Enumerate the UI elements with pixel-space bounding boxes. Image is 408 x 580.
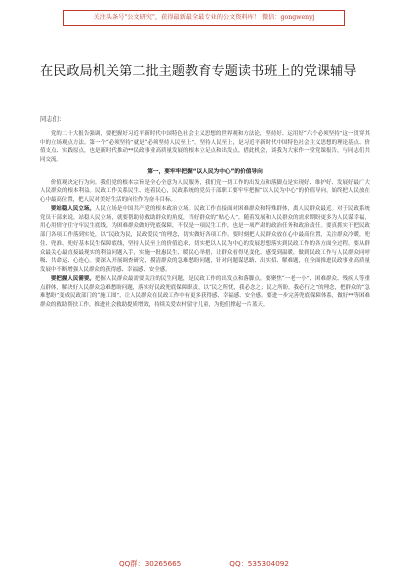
contact-footer bbox=[0, 554, 408, 574]
greeting: 同志们： bbox=[40, 116, 66, 123]
paragraph-text: 把握人民群众最需要关注的民生问题，是民政工作的出发点和落脚点。要聚焦“一老一小”、困难群众、残疾人等重点群体，解决好人民群众急难愁盼问题，落实好民政兜底保障职责，以“民之所忧，我必念之；民之所盼，我必行之”的理念，把群众的“急难愁盼”变成民政部门的“施工图”，让人民群众在民政工作中有更多获得感、幸福感、安全感。要进一步完善兜底保障体系，做好**等困难群众的救助帮扶工作，推进社会救助提质增效，持续关爱农村留守儿童，为他们撑起一片蓝天。 bbox=[40, 276, 370, 309]
intro-paragraph: 党的二十大报告强调，要把握好习近平新时代中国特色社会主义思想的世界观和方法论，坚持好、运用好“六个必须坚持”这一贯穿其中的立场观点方法。第一个“必须坚持”就是“必须坚持人民至上”。坚持人民至上，是习近平新时代中国特色社会主义思想的理论基点、价值支点、实践原点，也是新时代推动**民政事业高质量发展的根本立足点和出发点。借此机会，谈我为大家作一堂党课报告，与同志们共同交流。 bbox=[40, 131, 370, 164]
qq-number: QQ：535304092 bbox=[229, 559, 289, 568]
paragraph-lead: 要站稳人民立场。 bbox=[50, 206, 95, 213]
section-heading: 第一，要牢牢把握“以人民为中心”的价值导向 bbox=[147, 168, 263, 175]
qq-group-number: QQ群：30265665 bbox=[119, 559, 182, 568]
body-paragraph bbox=[40, 275, 370, 310]
body-paragraph bbox=[40, 205, 370, 275]
body-paragraph: 价值观决定行为向。我们党的根本宗旨是全心全意为人民服务，我们党一切工作的出发点和落脚点是实现好、维护好、发展好最广大人民群众的根本利益。民政工作关系民生、连着民心，民政系统的党员干部职工要牢牢把握“以人民为中心”的价值导向，始终把人民放在心中最高位置，把人民对美好生活的向往作为奋斗目标。 bbox=[40, 179, 370, 203]
paragraph-lead: 要把握人民需要。 bbox=[50, 276, 95, 283]
promo-banner: 关注头条号"公文研究"，获得最新最全最专业的公文资料库！ 微信：gongwenyj bbox=[63, 10, 345, 26]
document-title: 在民政局机关第二批主题教育专题读书班上的党课辅导 bbox=[40, 64, 357, 79]
document-body bbox=[40, 130, 370, 310]
paragraph-text: 人民立场是中国共产党的根本政治立场。民政工作直接面对困难群众和特殊群体，离人民群众最近。对于民政系统党员干部来说，站稳人民立场，就要帮助待救助群众的角度，当好群众的“贴心人”。随着发展和人民群众的需求期盼更多为人民谋幸福，用心用情守住守牢民生底线，为困难群众做好兜底保障，不仅是一项民生工作，也是一项严肃的政治任务和政治责任。要真抓实干把民政部门各项工作落到实处，以“民政为民，民政爱民”的理念，切实做好各项工作。要时刻把人民群众放在心中最高位置，关注群众冷暖，兜住、兜准、兜好基本民生保障底线，坚持人民至上的价值追求，切实把以人民为中心的发展思想落实到民政工作的各方面全过程。要从群众最关心最直接最现实的利益问题入手，实施一批惠民生、暖民心举措，让群众看得见变化、感受到温暖，做到民政工作与人民群众同呼吸、共命运、心连心。要深入开展调查研究，摸清群众的急难愁盼问题，针对问题谋思路、出实招、解难题，在全面推进民政事业高质量发展中不断增强人民群众的获得感、幸福感、安全感。 bbox=[40, 206, 370, 273]
